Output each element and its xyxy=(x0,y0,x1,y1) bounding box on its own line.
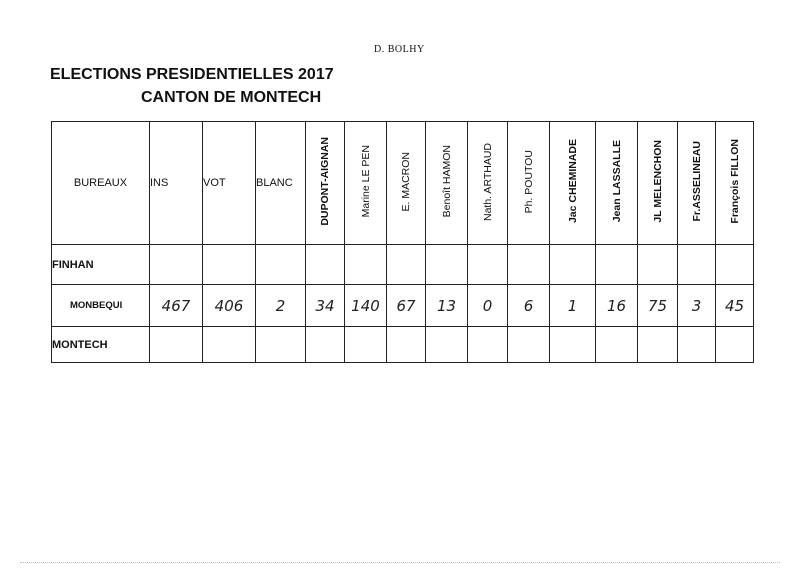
header-label: JL MELENCHON xyxy=(651,140,664,223)
table-cell xyxy=(468,327,508,363)
header-vot: VOT xyxy=(203,122,256,245)
table-row xyxy=(52,285,754,327)
table-cell: 34 xyxy=(306,285,345,327)
results-table xyxy=(51,121,754,363)
header-label: Jean LASSALLE xyxy=(610,140,623,223)
table-cell xyxy=(596,245,638,285)
table-cell: 67 xyxy=(387,285,426,327)
header-poutou xyxy=(508,122,550,245)
author-name: D. BOLHY xyxy=(374,44,425,55)
table-cell: 45 xyxy=(716,285,754,327)
table-cell: 467 xyxy=(150,285,203,327)
row-label-monbequi: MONBEQUI xyxy=(52,285,150,327)
table-cell xyxy=(468,245,508,285)
table-cell xyxy=(345,327,387,363)
table-cell xyxy=(150,245,203,285)
table-cell xyxy=(256,245,306,285)
table-cell xyxy=(716,245,754,285)
header-label: DUPONT-AIGNAN xyxy=(319,137,331,226)
header-lassalle xyxy=(596,122,638,245)
table-cell xyxy=(203,245,256,285)
header-label: Benoît HAMON xyxy=(440,145,453,218)
header-cheminade xyxy=(550,122,596,245)
header-label: Fr.ASSELINEAU xyxy=(690,141,703,222)
table-cell: 3 xyxy=(678,285,716,327)
page-title: ELECTIONS PRESIDENTIELLES 2017 xyxy=(50,66,334,83)
table-cell xyxy=(638,327,678,363)
table-cell: 1 xyxy=(550,285,596,327)
table-cell: 16 xyxy=(596,285,638,327)
table-cell xyxy=(550,327,596,363)
table-cell xyxy=(306,245,345,285)
header-asselineau xyxy=(678,122,716,245)
table-cell xyxy=(387,245,426,285)
header-arthaud xyxy=(468,122,508,245)
header-le-pen xyxy=(345,122,387,245)
table-cell xyxy=(426,245,468,285)
table-cell xyxy=(203,327,256,363)
table-cell: 140 xyxy=(345,285,387,327)
row-label-montech: MONTECH xyxy=(52,327,150,363)
table-cell: 2 xyxy=(256,285,306,327)
page-subtitle: CANTON DE MONTECH xyxy=(141,89,322,106)
table-cell xyxy=(150,327,203,363)
header-label: Nath. ARTHAUD xyxy=(481,142,494,221)
table-cell xyxy=(596,327,638,363)
table-cell xyxy=(638,245,678,285)
header-dupont-aignan xyxy=(306,122,345,245)
header-label: Jac CHEMINADE xyxy=(566,139,579,224)
table-row xyxy=(52,245,754,285)
header-label: François FILLON xyxy=(728,139,741,224)
table-cell: 0 xyxy=(468,285,508,327)
header-hamon xyxy=(426,122,468,245)
header-melenchon xyxy=(638,122,678,245)
header-ins: INS xyxy=(150,122,203,245)
table-cell xyxy=(678,245,716,285)
table-header-row xyxy=(52,122,754,245)
table-cell xyxy=(550,245,596,285)
table-cell: 75 xyxy=(638,285,678,327)
header-label: E. MACRON xyxy=(400,151,412,212)
table-cell xyxy=(716,327,754,363)
header-blanc: BLANC xyxy=(256,122,306,245)
table-cell xyxy=(508,327,550,363)
scan-edge-divider xyxy=(20,562,780,563)
header-macron xyxy=(387,122,426,245)
table-cell xyxy=(678,327,716,363)
table-cell xyxy=(306,327,345,363)
header-label: Ph. POUTOU xyxy=(522,149,535,214)
table-cell: 13 xyxy=(426,285,468,327)
table-cell: 406 xyxy=(203,285,256,327)
table-cell: 6 xyxy=(508,285,550,327)
header-label: Marine LE PEN xyxy=(359,145,372,218)
header-fillon xyxy=(716,122,754,245)
table-cell xyxy=(426,327,468,363)
table-cell xyxy=(387,327,426,363)
table-cell xyxy=(345,245,387,285)
header-bureaux: BUREAUX xyxy=(52,122,150,245)
table-cell xyxy=(256,327,306,363)
table-row xyxy=(52,327,754,363)
table-cell xyxy=(508,245,550,285)
row-label-finhan: FINHAN xyxy=(52,245,150,285)
